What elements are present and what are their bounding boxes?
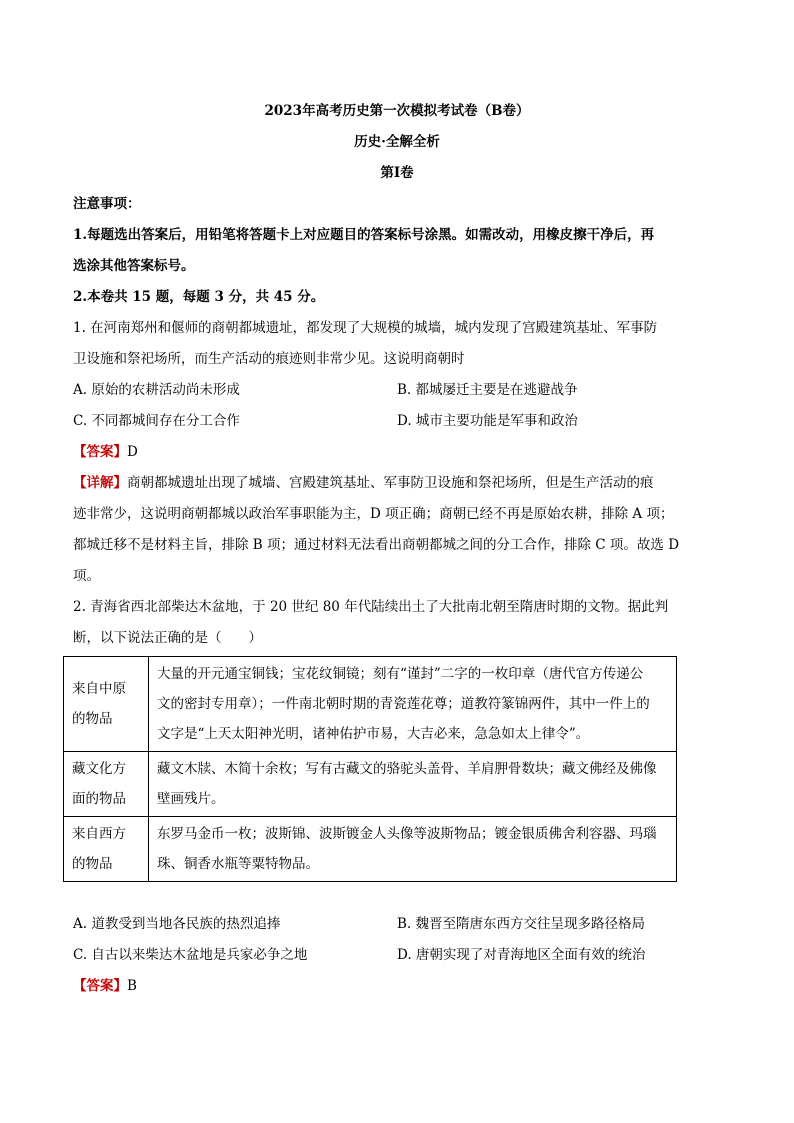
q1-detail-line-2: 迹非常少，这说明商朝都城以政治军事职能为主，D 项正确；商朝已经不再是原始农耕，排除 A 项；	[73, 506, 674, 522]
notice-item-2: 2.本卷共 15 题，每题 3 分，共 45 分。	[73, 289, 325, 305]
table-row	[64, 657, 677, 752]
q1-option-d: D. 城市主要功能是军事和政治	[397, 413, 578, 429]
notice-item-1-line-2: 选涂其他答案标号。	[73, 258, 195, 274]
q1-detail-line-3: 都城迁移不是材料主旨，排除 B 项；通过材料无法看出商朝都城之间的分工合作，排除 C 项。故选 D	[73, 537, 680, 553]
answer-label: 【答案】	[73, 444, 127, 460]
row-label: 藏文化方 面的物品	[64, 752, 149, 817]
q1-detail-line-1	[73, 473, 654, 493]
q1-stem-line-1: 1. 在河南郑州和偃师的商朝都城遗址，都发现了大规模的城墙，城内发现了宫殿建筑基址、军事防	[73, 320, 658, 336]
q2-stem-line-2: 断，以下说法正确的是（ ）	[73, 630, 262, 646]
answer-label: 【答案】	[73, 978, 127, 994]
q2-option-d: D. 唐朝实现了对青海地区全面有效的统治	[397, 947, 646, 963]
row-content: 大量的开元通宝铜钱；宝花纹铜镜；刻有“谨封”二字的一枚印章（唐代官方传递公 文的密封专用章）；一件南北朝时期的青瓷莲花尊；道教符篆锦两件，其中一件上的 文字是“上天太阳神光明，诸神佑护市易，大吉必来，急急如太上律令”。	[149, 657, 677, 752]
q1-answer	[73, 442, 138, 462]
q2-option-b: B. 魏晋至隋唐东西方交往呈现多路径格局	[397, 916, 646, 932]
answer-value: D	[127, 444, 138, 460]
part-heading: 第Ⅰ卷	[380, 165, 414, 181]
answer-value: B	[127, 978, 137, 994]
notice-item-1-line-1: 1.每题选出答案后，用铅笔将答题卡上对应题目的答案标号涂黑。如需改动，用橡皮擦干净后，再	[73, 227, 655, 243]
notice-heading: 注意事项：	[73, 196, 141, 212]
q2-stem-line-1: 2. 青海省西北部柴达木盆地，于 20 世纪 80 年代陆续出土了大批南北朝至隋唐时期的文物。据此判	[73, 599, 669, 615]
artifact-table	[63, 656, 677, 882]
detail-label: 【详解】	[73, 475, 127, 491]
row-label: 来自西方 的物品	[64, 817, 149, 882]
q1-stem-line-2: 卫设施和祭祀场所，而生产活动的痕迹则非常少见。这说明商朝时	[73, 351, 465, 367]
table-row	[64, 817, 677, 882]
q1-option-c: C. 不同都城间存在分工合作	[73, 413, 240, 429]
q2-option-c: C. 自古以来柴达木盆地是兵家必争之地	[73, 947, 308, 963]
row-content: 藏文木牍、木简十余枚；写有古藏文的骆驼头盖骨、羊肩胛骨数块；藏文佛经及佛像 壁画残片。	[149, 752, 677, 817]
exam-title: 2023年高考历史第一次模拟考试卷（B卷）	[264, 103, 530, 119]
q1-detail-line-4: 项。	[73, 568, 100, 584]
q1-option-a: A. 原始的农耕活动尚未形成	[73, 382, 240, 398]
table-row	[64, 752, 677, 817]
detail-text: 商朝都城遗址出现了城墙、宫殿建筑基址、军事防卫设施和祭祀场所，但是生产活动的痕	[127, 475, 654, 491]
row-label: 来自中原 的物品	[64, 657, 149, 752]
exam-subtitle: 历史·全解全析	[354, 134, 440, 150]
q2-answer	[73, 976, 137, 996]
q1-option-b: B. 都城屡迁主要是在逃避战争	[397, 382, 578, 398]
row-content: 东罗马金币一枚；波斯锦、波斯镀金人头像等波斯物品；镀金银质佛舍利容器、玛瑙 珠、铜香水瓶等粟特物品。	[149, 817, 677, 882]
q2-option-a: A. 道教受到当地各民族的热烈追捧	[73, 916, 281, 932]
